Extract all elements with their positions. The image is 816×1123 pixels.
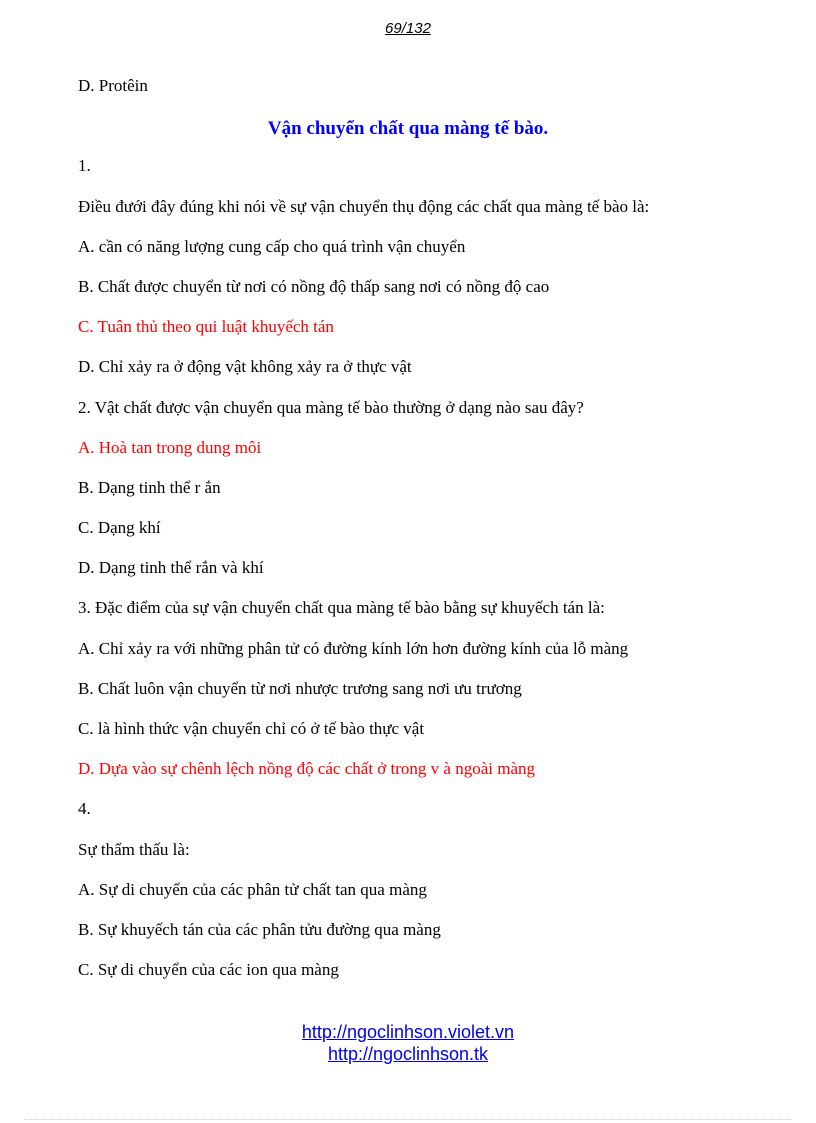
correct-answer-option: C. Tuân thủ theo qui luật khuyếch tán (78, 317, 334, 337)
question-number: 4. (78, 799, 91, 819)
answer-option: B. Dạng tinh thể r ắn (78, 477, 221, 497)
question-text: Sự thẩm thấu là: (78, 839, 190, 859)
correct-answer-option: A. Hoà tan trong dung môi (78, 437, 262, 457)
answer-option: A. cần có năng lượng cung cấp cho quá trình vận chuyển (78, 236, 466, 256)
answer-option: D. Chỉ xảy ra ở động vật không xảy ra ở thực vật (78, 357, 412, 377)
question-text: Điều đưới đây đúng khi nói về sự vận chuyển thụ động các chất qua màng tế bào là: (78, 196, 650, 216)
answer-option: B. Chất luôn vận chuyển từ nơi nhược trương sang nơi ưu trương (78, 678, 522, 698)
correct-answer-option: D. Dựa vào sự chênh lệch nồng độ các chất ở trong v à ngoài màng (78, 759, 535, 779)
answer-option: B. Chất được chuyển từ nơi có nồng độ thấp sang nơi có nồng độ cao (78, 276, 550, 296)
answer-option: C. Sự di chuyển của các ion qua màng (78, 960, 339, 980)
answer-option: D. Protêin (78, 76, 148, 95)
answer-option: C. là hình thức vận chuyển chỉ có ở tế bào thực vật (78, 719, 425, 738)
footer-links (0, 1021, 816, 1065)
question-number: 1. (78, 156, 91, 176)
question-text: 2. Vật chất được vận chuyển qua màng tế bào thường ở dạng nào sau đây? (78, 397, 584, 417)
answer-option: D. Dạng tinh thể rắn và khí (78, 558, 264, 578)
question-text: 3. Đặc điểm của sự vận chuyển chất qua màng tế bào bằng sự khuyếch tán là: (78, 598, 605, 618)
footer-link-tk[interactable]: http://ngoclinhson.tk (327, 1044, 489, 1064)
footer-link-violet[interactable]: http://ngoclinhson.violet.vn (301, 1022, 515, 1042)
answer-option: A. Sự di chuyển của các phân tử chất tan qua màng (78, 879, 427, 899)
page-bottom-divider (24, 1119, 792, 1120)
page-number: 69/132 (385, 20, 431, 37)
answer-option: B. Sự khuyếch tán của các phân tửu đường qua màng (78, 919, 441, 939)
answer-option: C. Dạng khí (78, 518, 161, 538)
answer-option: A. Chỉ xảy ra với những phân tử có đường kính lớn hơn đường kính của lỗ màng (78, 638, 629, 658)
document-body (78, 76, 758, 1000)
section-heading: Vận chuyển chất qua màng tế bào. (267, 118, 549, 140)
